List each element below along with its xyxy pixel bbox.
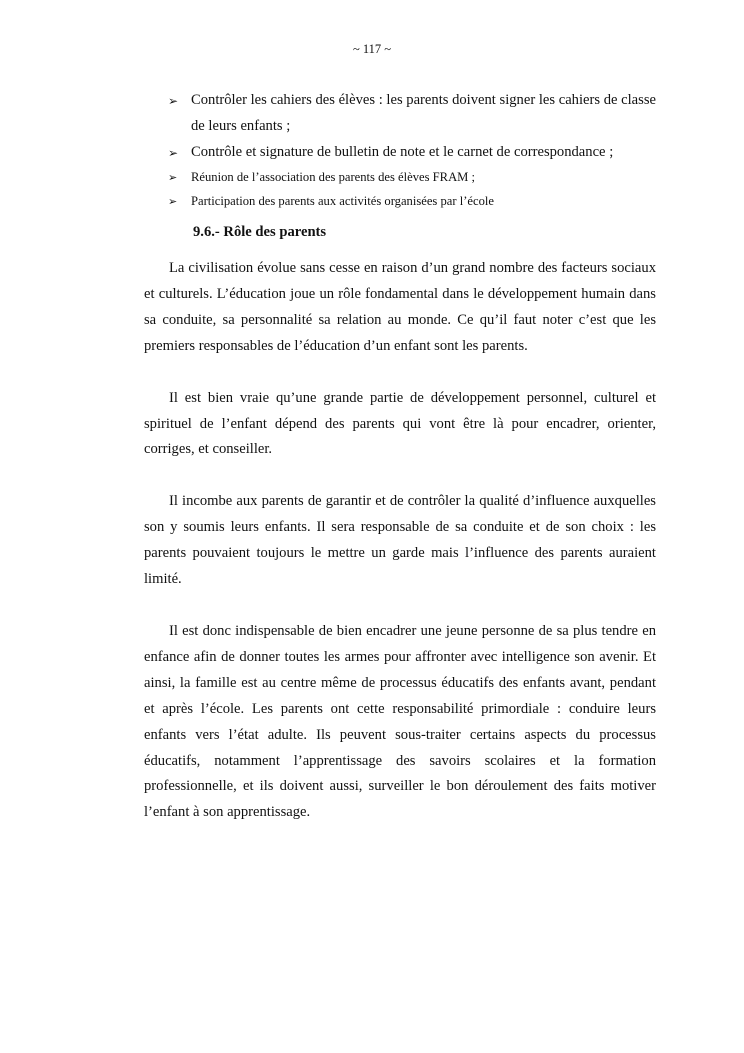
bullet-text: Contrôle et signature de bulletin de note et le carnet de correspondance ; — [191, 144, 614, 160]
paragraph: Il est donc indispensable de bien encadrer une jeune personne de sa plus tendre en enfance afin de donner toutes les armes pour affronter avec intelligence son avenir. Et ainsi, la famille est au centre même de processus éducatifs des enfants avant, pendant et après l’école. Les parents ont cette responsabilité primordiale : conduire leurs enfants vers l’état adulte. Ils peuvent sous-traiter certains aspects du processus éducatifs, notamment l’apprentissage des savoirs scolaires et la formation professionnelle, et ils doivent aussi, surveiller le bon déroulement des faits motiver l’enfant à son apprentissage. — [144, 622, 656, 821]
bullet-text: Contrôler les cahiers des élèves : les parents doivent signer les cahiers de classe de leurs enfants ; — [191, 92, 656, 134]
bullet-text: Réunion de l’association des parents des élèves FRAM ; — [191, 170, 476, 184]
paragraph: La civilisation évolue sans cesse en raison d’un grand nombre des facteurs sociaux et culturels. L’éducation joue un rôle fondamental dans le développement humain dans sa conduite, sa personnalité sa relation au monde. Ce qu’il faut noter c’est que les premiers responsables de l’éducation d’un enfant sont les parents. — [144, 260, 656, 354]
bullet-item — [168, 165, 656, 189]
arrow-bullet-icon: ➢ — [168, 171, 178, 184]
arrow-bullet-icon: ➢ — [168, 94, 179, 108]
bullet-list — [168, 87, 656, 213]
section-heading: 9.6.- Rôle des parents — [193, 224, 327, 240]
bullet-item — [168, 189, 656, 213]
bullet-item — [168, 139, 656, 165]
body-text — [144, 256, 656, 852]
bullet-item — [168, 87, 656, 139]
arrow-bullet-icon: ➢ — [168, 195, 178, 208]
paragraph: Il incombe aux parents de garantir et de contrôler la qualité d’influence auxquelles son y soumis leurs enfants. Il sera responsable de sa conduite et de son choix : les parents pouvaient toujours le mettre un garde mais l’influence des parents auraient limité. — [144, 493, 656, 588]
page-number: ~ 117 ~ — [352, 42, 392, 56]
arrow-bullet-icon: ➢ — [168, 146, 179, 160]
paragraph: Il est bien vraie qu’une grande partie de développement personnel, culturel et spirituel de l’enfant dépend des parents qui vont être là pour encadrer, orienter, corriges, et conseiller. — [144, 389, 656, 458]
bullet-text: Participation des parents aux activités organisées par l’école — [191, 194, 494, 208]
